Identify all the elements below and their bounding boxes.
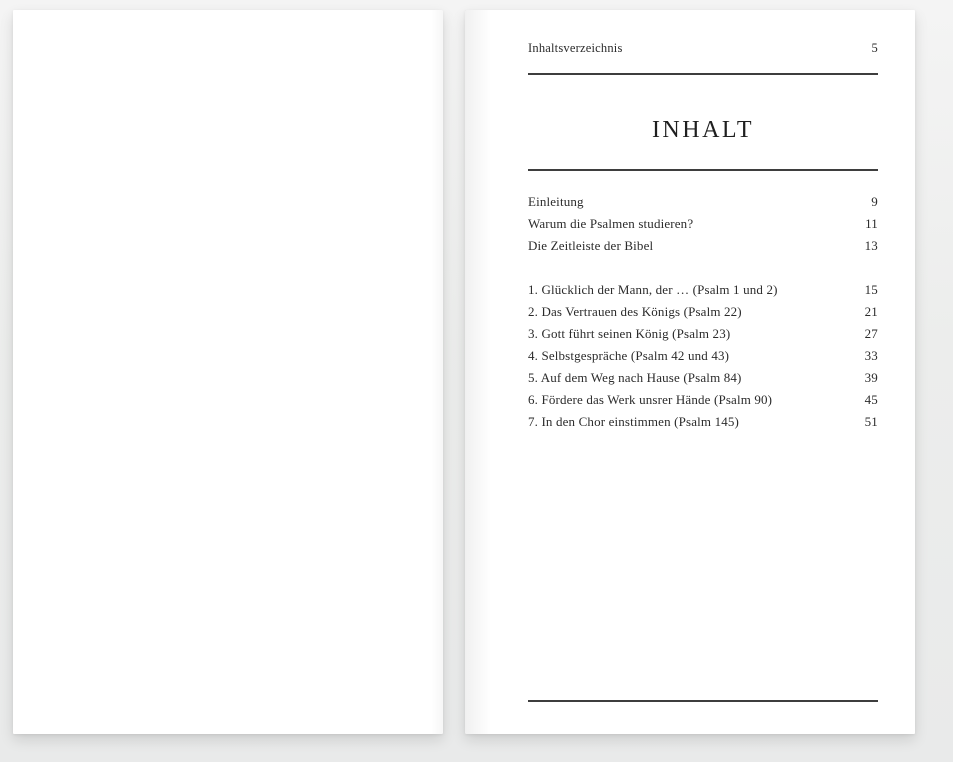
toc-entry-label: 6. Fördere das Werk unsrer Hände (Psalm 90): [528, 392, 773, 407]
toc-entry-page: 21: [864, 304, 878, 319]
toc-entry: [528, 235, 878, 257]
toc-entry-label: Einleitung: [528, 194, 584, 209]
toc-entry-page: 27: [864, 326, 878, 341]
toc-entry-label: 1. Glücklich der Mann, der … (Psalm 1 und 2): [528, 282, 778, 297]
table-of-contents: [528, 191, 878, 433]
running-header-title: Inhaltsverzeichnis: [528, 41, 623, 55]
toc-entry: [528, 367, 878, 389]
toc-entry-label: 2. Das Vertrauen des Königs (Psalm 22): [528, 304, 742, 319]
toc-entry-page: 51: [864, 414, 878, 429]
toc-entry-label: 4. Selbstgespräche (Psalm 42 und 43): [528, 348, 730, 363]
toc-entry: [528, 345, 878, 367]
title-rule: [528, 169, 878, 171]
toc-entry-label: 3. Gott führt seinen König (Psalm 23): [528, 326, 731, 341]
toc-entry: [528, 301, 878, 323]
toc-entry-label: Warum die Psalmen studieren?: [528, 216, 694, 231]
header-rule: [528, 73, 878, 75]
toc-entry: [528, 323, 878, 345]
running-header: [528, 41, 878, 55]
toc-entry: [528, 191, 878, 213]
left-page-blank: [13, 10, 443, 734]
toc-entry-label: 7. In den Chor einstimmen (Psalm 145): [528, 414, 739, 429]
toc-entry-page: 39: [864, 370, 878, 385]
toc-entry-page: 11: [865, 216, 878, 231]
toc-page: [465, 10, 915, 734]
toc-page-content: [528, 10, 878, 734]
toc-entry-page: 45: [864, 392, 878, 407]
toc-entry: [528, 213, 878, 235]
toc-entry-label: Die Zeitleiste der Bibel: [528, 238, 654, 253]
footer-rule: [528, 700, 878, 702]
toc-entry: [528, 411, 878, 433]
page-number: 5: [871, 41, 878, 55]
toc-entry-page: 9: [871, 194, 878, 209]
toc-entry: [528, 389, 878, 411]
toc-entry-page: 33: [864, 348, 878, 363]
toc-section-gap: [528, 257, 878, 279]
toc-entry-page: 15: [864, 282, 878, 297]
toc-entry-page: 13: [864, 238, 878, 253]
page-title: INHALT: [651, 117, 755, 143]
toc-entry: [528, 279, 878, 301]
toc-entry-label: 5. Auf dem Weg nach Hause (Psalm 84): [528, 370, 742, 385]
